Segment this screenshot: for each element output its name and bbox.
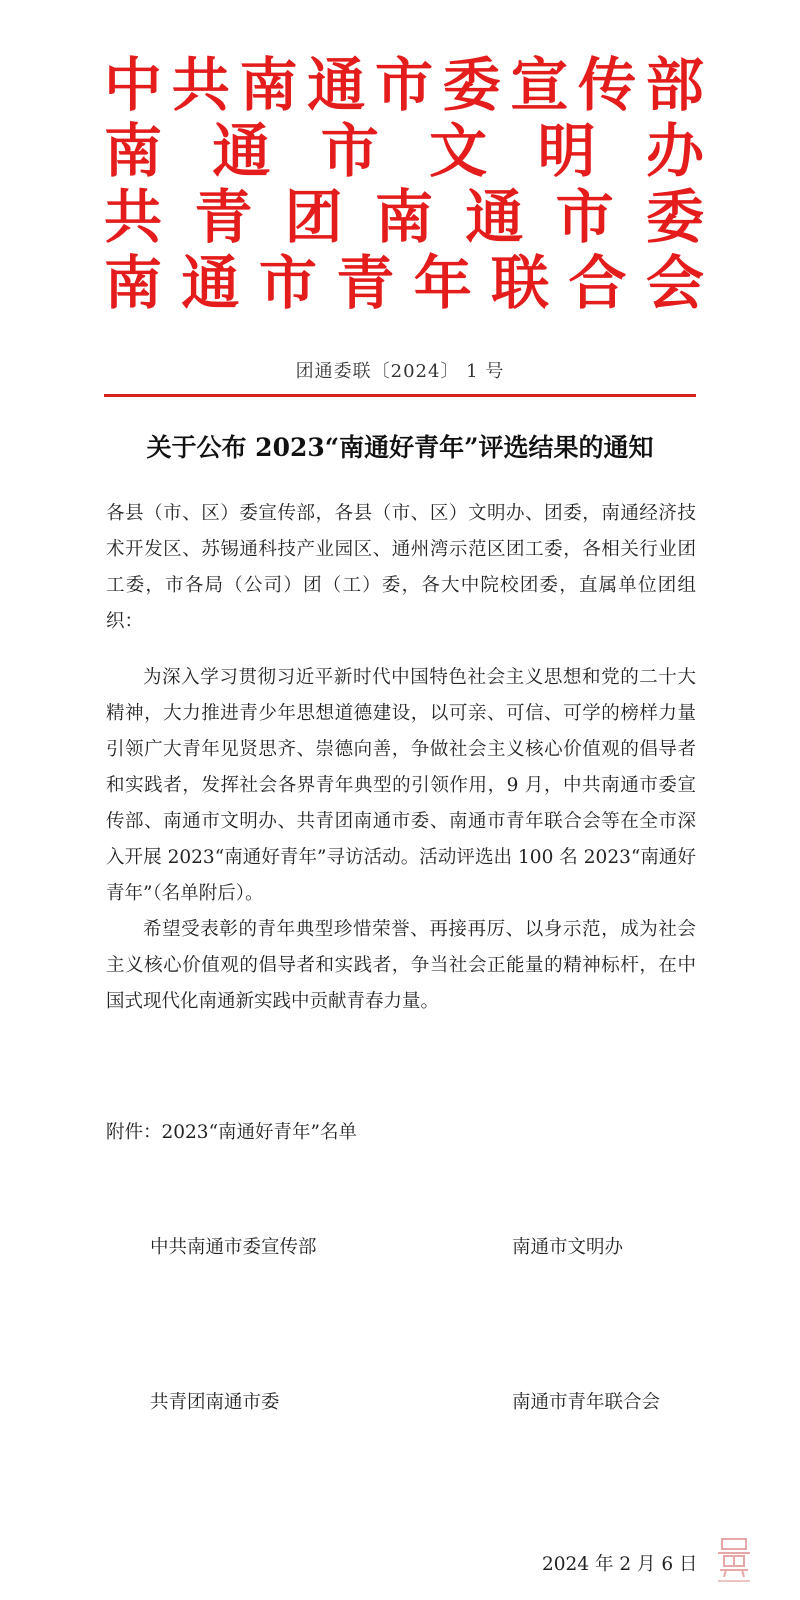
header-char: 办 [645,117,704,185]
attachment-note: 附件：2023“南通好青年”名单 [106,1122,357,1143]
header-char: 共 [104,183,163,251]
header-char: 南 [239,51,298,119]
header-char: 南 [104,249,163,317]
red-divider-line [104,394,696,397]
header-char: 通 [181,249,240,317]
header-char: 青 [194,183,253,251]
issue-date: 2024 年 2 月 6 日 [542,1554,698,1575]
header-char: 部 [645,51,704,119]
signer-civilization-office: 南通市文明办 [512,1237,624,1258]
header-char: 通 [307,51,366,119]
salutation: 各县（市、区）委宣传部，各县（市、区）文明办、团委，南通经济技术开发区、苏锡通科技产业园区、通州湾示范区团工委，各相关行业团工委，市各局（公司）团（工）委，各大中院校团委，直属单位团组织： [106,503,696,632]
header-char: 市 [320,117,379,185]
body-paragraph-2: 希望受表彰的青年典型珍惜荣誉、再接再厉、以身示范，成为社会主义核心价值观的倡导者和实践者，争当社会正能量的精神标杆，在中国式现代化南通新实践中贡献青春力量。 [106,919,696,1012]
header-line-2 [104,118,704,184]
header-char: 会 [645,249,704,317]
header-char: 通 [212,117,271,185]
header-char: 南 [104,117,163,185]
header-char: 市 [258,249,317,317]
header-char: 南 [374,183,433,251]
document-number: 团通委联〔2024〕 1 号 [295,361,505,382]
body-paragraph-1: 为深入学习贯彻习近平新时代中国特色社会主义思想和党的二十大精神，大力推进青少年思想道德建设，以可亲、可信、可学的榜样力量引领广大青年见贤思齐、崇德向善，争做社会主义核心价值观的倡导者和实践者，发挥社会各界青年典型的引领作用，9 月，中共南通市委宣传部、南通市文明办、共青团南通市委、南通市青年联合会等在全市深入开展 2023“南通好青年”寻访活动。活动评选出 100 名 2023“南通好青年”（名单附后）。 [106,667,696,904]
header-line-4 [104,250,704,316]
header-char: 委 [442,51,501,119]
header-char: 联 [491,249,550,317]
header-char: 通 [465,183,524,251]
header-char: 委 [645,183,704,251]
document-title: 关于公布 2023“南通好青年”评选结果的通知 [146,433,654,462]
header-char: 传 [578,51,637,119]
issuing-authorities-header [104,52,704,316]
header-char: 团 [284,183,343,251]
signer-youth-federation: 南通市青年联合会 [512,1392,661,1413]
header-char: 中 [104,51,163,119]
watermark-logo-icon [714,1535,754,1583]
header-char: 青 [336,249,395,317]
header-char: 市 [555,183,614,251]
header-line-1 [104,52,704,118]
signer-propaganda-department: 中共南通市委宣传部 [150,1237,317,1258]
header-char: 宣 [510,51,569,119]
header-char: 年 [413,249,472,317]
header-char: 明 [537,117,596,185]
header-char: 文 [429,117,488,185]
header-line-3 [104,184,704,250]
header-char: 共 [171,51,230,119]
signer-youth-league: 共青团南通市委 [150,1392,280,1413]
header-char: 市 [374,51,433,119]
header-char: 合 [568,249,627,317]
